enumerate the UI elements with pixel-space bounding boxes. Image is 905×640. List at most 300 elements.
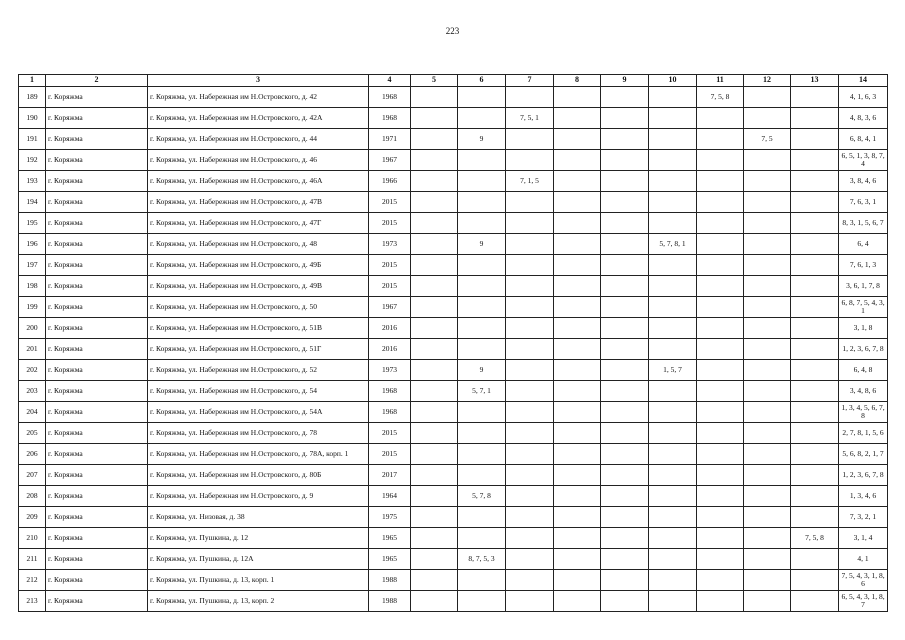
- column-10-cell: [649, 486, 697, 507]
- column-10-cell: [649, 591, 697, 612]
- column-11-cell: [697, 360, 744, 381]
- row-number-cell: 202: [19, 360, 46, 381]
- column-5-cell: [411, 255, 458, 276]
- year-cell: 1973: [369, 360, 411, 381]
- row-number-cell: 207: [19, 465, 46, 486]
- column-7-cell: [506, 360, 554, 381]
- column-14-cell: 1, 2, 3, 6, 7, 8: [839, 465, 888, 486]
- column-7-cell: [506, 255, 554, 276]
- column-9-cell: [601, 297, 649, 318]
- column-9-cell: [601, 339, 649, 360]
- column-10-cell: [649, 381, 697, 402]
- column-11-cell: [697, 150, 744, 171]
- table-row: [19, 381, 888, 402]
- table-row: [19, 171, 888, 192]
- table-row: [19, 507, 888, 528]
- table-row: [19, 591, 888, 612]
- address-cell: г. Коряжма, ул. Пушкина, д. 12: [148, 528, 369, 549]
- table-row: [19, 276, 888, 297]
- column-5-cell: [411, 318, 458, 339]
- row-number-cell: 204: [19, 402, 46, 423]
- column-12-cell: [744, 465, 791, 486]
- column-8-cell: [554, 129, 601, 150]
- column-8-cell: [554, 318, 601, 339]
- column-7-cell: [506, 444, 554, 465]
- column-11-cell: [697, 192, 744, 213]
- column-13-cell: [791, 486, 839, 507]
- column-12-cell: [744, 213, 791, 234]
- column-6-cell: [458, 87, 506, 108]
- column-14-cell: 4, 1, 6, 3: [839, 87, 888, 108]
- table-row: [19, 570, 888, 591]
- column-8-cell: [554, 591, 601, 612]
- year-cell: 1967: [369, 297, 411, 318]
- year-cell: 1964: [369, 486, 411, 507]
- row-number-cell: 208: [19, 486, 46, 507]
- column-8-cell: [554, 465, 601, 486]
- column-13-cell: [791, 591, 839, 612]
- column-12-cell: [744, 423, 791, 444]
- locality-cell: г. Коряжма: [46, 444, 148, 465]
- column-13-cell: [791, 297, 839, 318]
- column-header-4: 4: [369, 75, 411, 87]
- column-13-cell: [791, 339, 839, 360]
- year-cell: 2017: [369, 465, 411, 486]
- column-13-cell: [791, 108, 839, 129]
- column-6-cell: [458, 402, 506, 423]
- column-12-cell: [744, 234, 791, 255]
- column-14-cell: 1, 3, 4, 6: [839, 486, 888, 507]
- column-7-cell: [506, 192, 554, 213]
- table-row: [19, 318, 888, 339]
- column-13-cell: [791, 507, 839, 528]
- column-14-cell: 3, 6, 1, 7, 8: [839, 276, 888, 297]
- column-11-cell: [697, 549, 744, 570]
- column-12-cell: [744, 402, 791, 423]
- table-row: [19, 528, 888, 549]
- column-8-cell: [554, 297, 601, 318]
- column-6-cell: [458, 171, 506, 192]
- column-9-cell: [601, 570, 649, 591]
- column-10-cell: [649, 171, 697, 192]
- column-7-cell: [506, 465, 554, 486]
- table-row: [19, 192, 888, 213]
- column-header-9: 9: [601, 75, 649, 87]
- column-12-cell: [744, 255, 791, 276]
- column-6-cell: [458, 339, 506, 360]
- row-number-cell: 205: [19, 423, 46, 444]
- locality-cell: г. Коряжма: [46, 528, 148, 549]
- column-5-cell: [411, 108, 458, 129]
- year-cell: 1988: [369, 591, 411, 612]
- column-header-2: 2: [46, 75, 148, 87]
- column-10-cell: [649, 423, 697, 444]
- column-9-cell: [601, 549, 649, 570]
- row-number-cell: 190: [19, 108, 46, 129]
- row-number-cell: 209: [19, 507, 46, 528]
- column-10-cell: [649, 402, 697, 423]
- year-cell: 1968: [369, 402, 411, 423]
- column-13-cell: [791, 213, 839, 234]
- column-9-cell: [601, 213, 649, 234]
- column-header-12: 12: [744, 75, 791, 87]
- column-12-cell: [744, 192, 791, 213]
- column-11-cell: [697, 276, 744, 297]
- address-cell: г. Коряжма, ул. Набережная им Н.Островского, д. 52: [148, 360, 369, 381]
- column-9-cell: [601, 276, 649, 297]
- table-row: [19, 87, 888, 108]
- column-12-cell: [744, 507, 791, 528]
- column-5-cell: [411, 339, 458, 360]
- column-5-cell: [411, 213, 458, 234]
- column-7-cell: [506, 570, 554, 591]
- address-cell: г. Коряжма, ул. Набережная им Н.Островского, д. 42: [148, 87, 369, 108]
- column-11-cell: [697, 171, 744, 192]
- column-11-cell: [697, 318, 744, 339]
- column-13-cell: [791, 423, 839, 444]
- locality-cell: г. Коряжма: [46, 87, 148, 108]
- locality-cell: г. Коряжма: [46, 570, 148, 591]
- column-10-cell: [649, 570, 697, 591]
- year-cell: 2015: [369, 444, 411, 465]
- column-12-cell: [744, 444, 791, 465]
- column-5-cell: [411, 423, 458, 444]
- column-8-cell: [554, 87, 601, 108]
- column-6-cell: 9: [458, 360, 506, 381]
- table-row: [19, 549, 888, 570]
- column-8-cell: [554, 339, 601, 360]
- column-10-cell: [649, 87, 697, 108]
- address-cell: г. Коряжма, ул. Набережная им Н.Островского, д. 80Б: [148, 465, 369, 486]
- row-number-cell: 203: [19, 381, 46, 402]
- column-14-cell: 2, 7, 8, 1, 5, 6: [839, 423, 888, 444]
- address-cell: г. Коряжма, ул. Набережная им Н.Островского, д. 51Г: [148, 339, 369, 360]
- column-12-cell: [744, 108, 791, 129]
- row-number-cell: 206: [19, 444, 46, 465]
- column-10-cell: [649, 213, 697, 234]
- table-row: [19, 423, 888, 444]
- column-5-cell: [411, 381, 458, 402]
- column-12-cell: [744, 297, 791, 318]
- column-9-cell: [601, 465, 649, 486]
- column-9-cell: [601, 318, 649, 339]
- column-14-cell: 3, 1, 8: [839, 318, 888, 339]
- column-10-cell: [649, 255, 697, 276]
- address-cell: г. Коряжма, ул. Набережная им Н.Островского, д. 46: [148, 150, 369, 171]
- column-13-cell: [791, 192, 839, 213]
- column-12-cell: [744, 87, 791, 108]
- column-7-cell: [506, 486, 554, 507]
- column-13-cell: [791, 318, 839, 339]
- locality-cell: г. Коряжма: [46, 507, 148, 528]
- column-7-cell: [506, 150, 554, 171]
- column-13-cell: [791, 549, 839, 570]
- column-9-cell: [601, 129, 649, 150]
- column-7-cell: [506, 213, 554, 234]
- column-9-cell: [601, 234, 649, 255]
- column-13-cell: [791, 255, 839, 276]
- row-number-cell: 199: [19, 297, 46, 318]
- table-row: [19, 402, 888, 423]
- locality-cell: г. Коряжма: [46, 591, 148, 612]
- header-row: [19, 75, 888, 87]
- locality-cell: г. Коряжма: [46, 402, 148, 423]
- column-10-cell: [649, 465, 697, 486]
- locality-cell: г. Коряжма: [46, 360, 148, 381]
- column-7-cell: [506, 591, 554, 612]
- column-header-5: 5: [411, 75, 458, 87]
- column-11-cell: [697, 234, 744, 255]
- column-14-cell: 5, 6, 8, 2, 1, 7: [839, 444, 888, 465]
- column-13-cell: [791, 570, 839, 591]
- locality-cell: г. Коряжма: [46, 108, 148, 129]
- column-header-13: 13: [791, 75, 839, 87]
- year-cell: 1971: [369, 129, 411, 150]
- locality-cell: г. Коряжма: [46, 297, 148, 318]
- column-10-cell: [649, 108, 697, 129]
- row-number-cell: 194: [19, 192, 46, 213]
- year-cell: 1988: [369, 570, 411, 591]
- column-10-cell: [649, 507, 697, 528]
- column-11-cell: [697, 528, 744, 549]
- locality-cell: г. Коряжма: [46, 171, 148, 192]
- column-5-cell: [411, 150, 458, 171]
- column-header-14: 14: [839, 75, 888, 87]
- column-5-cell: [411, 171, 458, 192]
- year-cell: 1965: [369, 528, 411, 549]
- column-6-cell: [458, 423, 506, 444]
- year-cell: 2015: [369, 192, 411, 213]
- year-cell: 2015: [369, 423, 411, 444]
- column-7-cell: 7, 5, 1: [506, 108, 554, 129]
- column-6-cell: [458, 108, 506, 129]
- column-12-cell: [744, 171, 791, 192]
- year-cell: 2015: [369, 255, 411, 276]
- year-cell: 1975: [369, 507, 411, 528]
- year-cell: 1968: [369, 381, 411, 402]
- year-cell: 1965: [369, 549, 411, 570]
- column-12-cell: [744, 150, 791, 171]
- year-cell: 1968: [369, 108, 411, 129]
- year-cell: 2015: [369, 213, 411, 234]
- address-cell: г. Коряжма, ул. Набережная им Н.Островского, д. 50: [148, 297, 369, 318]
- column-8-cell: [554, 444, 601, 465]
- address-cell: г. Коряжма, ул. Набережная им Н.Островского, д. 48: [148, 234, 369, 255]
- address-cell: г. Коряжма, ул. Набережная им Н.Островского, д. 47В: [148, 192, 369, 213]
- column-14-cell: 6, 4, 8: [839, 360, 888, 381]
- column-9-cell: [601, 87, 649, 108]
- locality-cell: г. Коряжма: [46, 381, 148, 402]
- column-7-cell: [506, 423, 554, 444]
- column-8-cell: [554, 570, 601, 591]
- column-11-cell: 7, 5, 8: [697, 87, 744, 108]
- table-body: [19, 87, 888, 612]
- column-14-cell: 4, 1: [839, 549, 888, 570]
- column-7-cell: [506, 507, 554, 528]
- column-7-cell: [506, 549, 554, 570]
- column-10-cell: [649, 444, 697, 465]
- column-12-cell: 7, 5: [744, 129, 791, 150]
- column-12-cell: [744, 549, 791, 570]
- column-7-cell: [506, 402, 554, 423]
- column-8-cell: [554, 486, 601, 507]
- column-7-cell: [506, 129, 554, 150]
- column-13-cell: [791, 150, 839, 171]
- column-14-cell: 6, 5, 1, 3, 8, 7, 4: [839, 150, 888, 171]
- column-9-cell: [601, 444, 649, 465]
- column-13-cell: [791, 171, 839, 192]
- column-6-cell: [458, 465, 506, 486]
- column-13-cell: 7, 5, 8: [791, 528, 839, 549]
- column-9-cell: [601, 255, 649, 276]
- column-14-cell: 6, 5, 4, 3, 1, 8, 7: [839, 591, 888, 612]
- column-12-cell: [744, 528, 791, 549]
- column-10-cell: [649, 549, 697, 570]
- column-11-cell: [697, 129, 744, 150]
- column-9-cell: [601, 360, 649, 381]
- address-cell: г. Коряжма, ул. Набережная им Н.Островского, д. 54: [148, 381, 369, 402]
- locality-cell: г. Коряжма: [46, 213, 148, 234]
- row-number-cell: 213: [19, 591, 46, 612]
- address-cell: г. Коряжма, ул. Набережная им Н.Островского, д. 42А: [148, 108, 369, 129]
- address-cell: г. Коряжма, ул. Набережная им Н.Островского, д. 54А: [148, 402, 369, 423]
- column-6-cell: [458, 276, 506, 297]
- column-10-cell: [649, 129, 697, 150]
- table-row: [19, 297, 888, 318]
- row-number-cell: 193: [19, 171, 46, 192]
- year-cell: 1967: [369, 150, 411, 171]
- column-8-cell: [554, 402, 601, 423]
- table-row: [19, 129, 888, 150]
- column-5-cell: [411, 507, 458, 528]
- column-11-cell: [697, 486, 744, 507]
- column-9-cell: [601, 171, 649, 192]
- column-5-cell: [411, 192, 458, 213]
- locality-cell: г. Коряжма: [46, 339, 148, 360]
- column-14-cell: 6, 8, 4, 1: [839, 129, 888, 150]
- locality-cell: г. Коряжма: [46, 276, 148, 297]
- column-14-cell: 3, 1, 4: [839, 528, 888, 549]
- column-8-cell: [554, 255, 601, 276]
- column-6-cell: [458, 528, 506, 549]
- column-14-cell: 7, 5, 4, 3, 1, 8, 6: [839, 570, 888, 591]
- column-5-cell: [411, 129, 458, 150]
- column-8-cell: [554, 423, 601, 444]
- column-9-cell: [601, 423, 649, 444]
- column-9-cell: [601, 528, 649, 549]
- address-cell: г. Коряжма, ул. Набережная им Н.Островского, д. 78: [148, 423, 369, 444]
- column-13-cell: [791, 360, 839, 381]
- year-cell: 1966: [369, 171, 411, 192]
- column-14-cell: 7, 3, 2, 1: [839, 507, 888, 528]
- column-5-cell: [411, 570, 458, 591]
- locality-cell: г. Коряжма: [46, 486, 148, 507]
- locality-cell: г. Коряжма: [46, 318, 148, 339]
- column-12-cell: [744, 339, 791, 360]
- column-12-cell: [744, 486, 791, 507]
- table-row: [19, 255, 888, 276]
- column-11-cell: [697, 213, 744, 234]
- column-header-6: 6: [458, 75, 506, 87]
- address-cell: г. Коряжма, ул. Пушкина, д. 12А: [148, 549, 369, 570]
- column-14-cell: 3, 4, 8, 6: [839, 381, 888, 402]
- row-number-cell: 192: [19, 150, 46, 171]
- column-8-cell: [554, 150, 601, 171]
- column-8-cell: [554, 381, 601, 402]
- column-5-cell: [411, 360, 458, 381]
- column-8-cell: [554, 234, 601, 255]
- column-5-cell: [411, 276, 458, 297]
- year-cell: 1973: [369, 234, 411, 255]
- column-6-cell: [458, 570, 506, 591]
- column-8-cell: [554, 360, 601, 381]
- column-11-cell: [697, 465, 744, 486]
- column-14-cell: 3, 8, 4, 6: [839, 171, 888, 192]
- column-6-cell: [458, 255, 506, 276]
- row-number-cell: 195: [19, 213, 46, 234]
- column-10-cell: 1, 5, 7: [649, 360, 697, 381]
- column-11-cell: [697, 570, 744, 591]
- column-10-cell: [649, 318, 697, 339]
- table-row: [19, 360, 888, 381]
- column-5-cell: [411, 549, 458, 570]
- column-12-cell: [744, 276, 791, 297]
- row-number-cell: 191: [19, 129, 46, 150]
- column-6-cell: [458, 297, 506, 318]
- column-13-cell: [791, 444, 839, 465]
- address-cell: г. Коряжма, ул. Набережная им Н.Островского, д. 49В: [148, 276, 369, 297]
- column-14-cell: 4, 8, 3, 6: [839, 108, 888, 129]
- column-6-cell: 5, 7, 1: [458, 381, 506, 402]
- column-header-7: 7: [506, 75, 554, 87]
- column-6-cell: 5, 7, 8: [458, 486, 506, 507]
- column-9-cell: [601, 591, 649, 612]
- column-5-cell: [411, 591, 458, 612]
- column-14-cell: 7, 6, 1, 3: [839, 255, 888, 276]
- column-7-cell: [506, 276, 554, 297]
- column-7-cell: [506, 339, 554, 360]
- table-row: [19, 213, 888, 234]
- column-11-cell: [697, 297, 744, 318]
- column-10-cell: [649, 276, 697, 297]
- column-6-cell: 9: [458, 234, 506, 255]
- column-11-cell: [697, 402, 744, 423]
- column-7-cell: [506, 297, 554, 318]
- column-11-cell: [697, 507, 744, 528]
- column-10-cell: 5, 7, 8, 1: [649, 234, 697, 255]
- address-cell: г. Коряжма, ул. Набережная им Н.Островского, д. 46А: [148, 171, 369, 192]
- address-cell: г. Коряжма, ул. Набережная им Н.Островского, д. 44: [148, 129, 369, 150]
- column-10-cell: [649, 150, 697, 171]
- column-6-cell: [458, 591, 506, 612]
- column-13-cell: [791, 402, 839, 423]
- column-5-cell: [411, 402, 458, 423]
- column-10-cell: [649, 528, 697, 549]
- column-9-cell: [601, 507, 649, 528]
- column-6-cell: [458, 444, 506, 465]
- address-cell: г. Коряжма, ул. Набережная им Н.Островского, д. 47Г: [148, 213, 369, 234]
- locality-cell: г. Коряжма: [46, 549, 148, 570]
- column-14-cell: 1, 3, 4, 5, 6, 7, 8: [839, 402, 888, 423]
- column-7-cell: 7, 1, 5: [506, 171, 554, 192]
- column-6-cell: [458, 150, 506, 171]
- row-number-cell: 210: [19, 528, 46, 549]
- row-number-cell: 211: [19, 549, 46, 570]
- column-8-cell: [554, 528, 601, 549]
- row-number-cell: 201: [19, 339, 46, 360]
- column-12-cell: [744, 570, 791, 591]
- locality-cell: г. Коряжма: [46, 255, 148, 276]
